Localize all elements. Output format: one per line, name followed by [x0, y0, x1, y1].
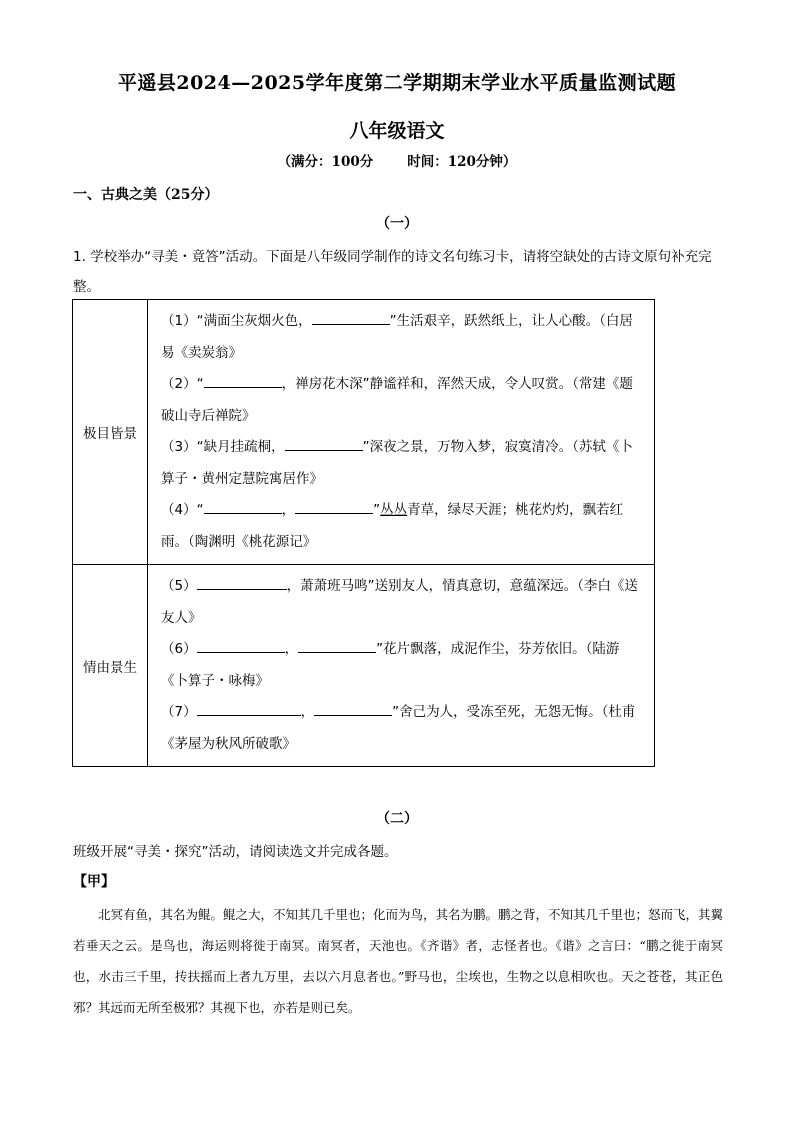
exam-time: 时间：120分钟） [407, 154, 517, 170]
answer-blank[interactable] [197, 700, 301, 716]
item-1: （1）“满面尘灰烟火色， ”生活艰辛，跃然纸上，让人心酸。（白居易《卖炭翁》 [161, 306, 642, 369]
items-cell [148, 300, 655, 565]
subject-title: 八年级语文 [349, 120, 445, 142]
answer-blank[interactable] [204, 498, 282, 514]
item-7: （7） ， ”舍己为人，受冻至死，无怨无悔。（杜甫《茅屋为秋风所破歌》 [161, 697, 642, 760]
passage-jia: 北冥有鱼，其名为鲲。鲲之大，不知其几千里也；化而为鸟，其名为鹏。鹏之背，不知其几千里也；怒而飞，其翼若垂天之云。是鸟也，海运则将徙于南冥。南冥者，天池也。《齐谐》者，志怪者也。《谐》之言曰：“鹏之徙于南冥也，水击三千里，抟扶摇而上者九万里，去以六月息者也。”野马也，尘埃也，生物之以息相吹也。天之苍苍，其正色邪？其远而无所至极邪？其视下也，亦若是则已矣。 [73, 907, 724, 1015]
answer-blank[interactable] [298, 637, 376, 653]
answer-blank[interactable] [285, 435, 363, 451]
exam-title: 平遥县2024—2025学年度第二学期期末学业水平质量监测试题 [117, 72, 677, 94]
poem-practice-table [72, 299, 655, 767]
answer-blank[interactable] [312, 309, 390, 325]
item-2: （2）“ ，禅房花木深”静谧祥和，浑然天成，令人叹赏。（常建《题破山寺后禅院》 [161, 369, 642, 432]
answer-blank[interactable] [204, 372, 282, 388]
answer-blank[interactable] [197, 637, 285, 653]
full-score: （满分：100分 [277, 154, 374, 170]
passage-label-jia: 【甲】 [73, 874, 115, 890]
exam-meta [0, 150, 794, 170]
items-cell [148, 565, 655, 767]
category-cell: 情由景生 [73, 565, 148, 767]
table-row [73, 300, 655, 565]
part-label-1: （一） [376, 216, 418, 232]
part-label-2: （二） [376, 811, 418, 827]
section2-intro: 班级开展“寻美・探究”活动，请阅读选文并完成各题。 [73, 844, 398, 860]
item-6: （6） ， ”花片飘落，成泥作尘，芬芳依旧。（陆游《卜算子・咏梅》 [161, 634, 642, 697]
question-1-text: 1. 学校举办“寻美・竟答”活动。下面是八年级同学制作的诗文名句练习卡，请将空缺处的古诗文原句补充完整。 [73, 249, 712, 295]
table-row [73, 565, 655, 767]
answer-blank[interactable] [295, 498, 373, 514]
answer-blank[interactable] [314, 700, 392, 716]
item-3: （3）“缺月挂疏桐， ”深夜之景，万物入梦，寂寞清冷。（苏轼《卜算子・黄州定慧院寓居作》 [161, 432, 642, 495]
item-4: （4）“ ， ”丛丛青草，绿尽天涯；桃花灼灼，飘若红雨。（陶渊明《桃花源记》 [161, 495, 642, 558]
item-5: （5） ，萧萧班马鸣”送别友人，情真意切，意蕴深远。（李白《送友人》 [161, 571, 642, 634]
answer-blank[interactable] [197, 574, 287, 590]
section-heading: 一、古典之美（25分） [73, 187, 219, 203]
category-cell: 极目皆景 [73, 300, 148, 565]
